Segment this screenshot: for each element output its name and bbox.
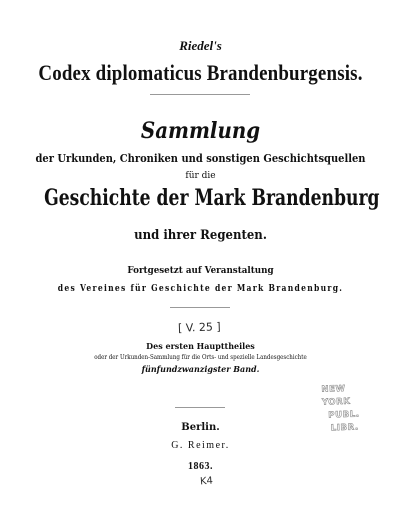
subject-subheading: und ihrer Regenten. (134, 228, 267, 243)
publication-place: Berlin. (181, 422, 220, 433)
volume-line-1: Des ersten Haupttheiles (146, 341, 255, 351)
pencil-note: K4 (199, 475, 214, 488)
divider-bottom (175, 407, 225, 408)
volume-line-2: oder der Urkunden-Sammlung für die Orts- und spezielle Landesgeschichte (94, 353, 307, 361)
stamp-line-2: PUBL. (328, 409, 360, 421)
stamp-line-1: NEW YORK (321, 383, 351, 408)
stamp-line-3: LIBR. (330, 422, 359, 434)
book-title: Codex diplomaticus Brandenburgensis. (38, 60, 363, 85)
publication-year: 1863. (188, 461, 213, 472)
author-line: Riedel's (179, 38, 222, 53)
subtitle-line-2: für die (185, 171, 216, 181)
continued-line-2: des Vereines für Geschichte der Mark Brandenburg. (57, 283, 344, 294)
shelfmark-handwritten: [ V. 25 ] (177, 320, 221, 335)
collection-heading: Sammlung (140, 118, 261, 144)
publisher-name: G. Reimer. (171, 440, 230, 451)
subtitle-line-1: der Urkunden, Chroniken und sonstigen Geschichtsquellen (35, 152, 366, 165)
subject-heading: Geschichte der Mark Brandenburg (44, 185, 380, 211)
divider-top (150, 94, 250, 95)
volume-line-3: fünfundzwanzigster Band. (141, 364, 260, 374)
divider-middle (170, 307, 230, 308)
continued-line-1: Fortgesetzt auf Veranstaltung (127, 265, 274, 276)
library-stamp (321, 382, 369, 434)
